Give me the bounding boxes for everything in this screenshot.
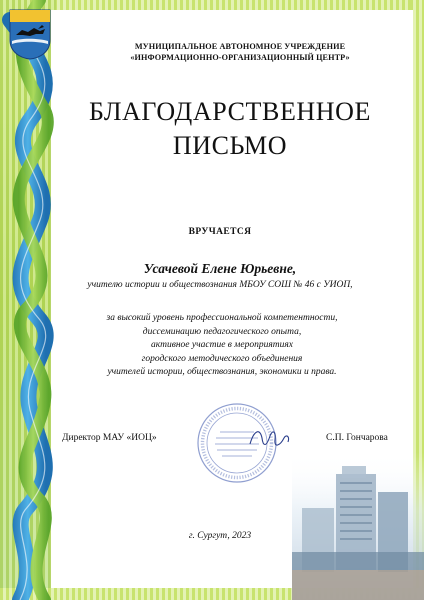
award-reason xyxy=(62,312,382,380)
title-line-2: ПИСЬМО xyxy=(172,131,288,160)
reason-line: городского методического объединения xyxy=(141,353,303,364)
reason-line: диссеминацию педагогического опыта, xyxy=(142,326,302,337)
reason-line: учителей истории, обществознания, экономики и права. xyxy=(107,367,337,377)
reason-line: активное участие в мероприятиях xyxy=(151,340,293,350)
city-buildings-photo xyxy=(292,452,424,600)
ribbon-decoration xyxy=(0,0,70,600)
organization-line-1: МУНИЦИПАЛЬНОЕ АВТОНОМНОЕ УЧРЕЖДЕНИЕ xyxy=(134,42,346,51)
organization-name xyxy=(90,41,390,63)
signatory-name: С.П. Гончарова xyxy=(326,433,388,443)
organization-line-2: «ИНФОРМАЦИОННО-ОРГАНИЗАЦИОННЫЙ ЦЕНТР» xyxy=(130,53,350,62)
reason-line: за высокий уровень профессиональной компетентности, xyxy=(106,313,338,323)
city-emblem-icon xyxy=(8,8,52,60)
document-title xyxy=(70,95,390,163)
handwritten-signature xyxy=(248,424,292,454)
place-and-date: г. Сургут, 2023 xyxy=(188,531,252,541)
awarded-label: ВРУЧАЕТСЯ xyxy=(188,227,252,237)
recipient-position: учителю истории и обществознания МБОУ СОШ № 46 с УИОП, xyxy=(87,280,353,290)
title-line-1: БЛАГОДАРСТВЕННОЕ xyxy=(88,97,372,126)
signatory-title: Директор МАУ «ИОЦ» xyxy=(62,433,157,443)
recipient-name: Усачевой Елене Юрьевне, xyxy=(143,261,297,276)
